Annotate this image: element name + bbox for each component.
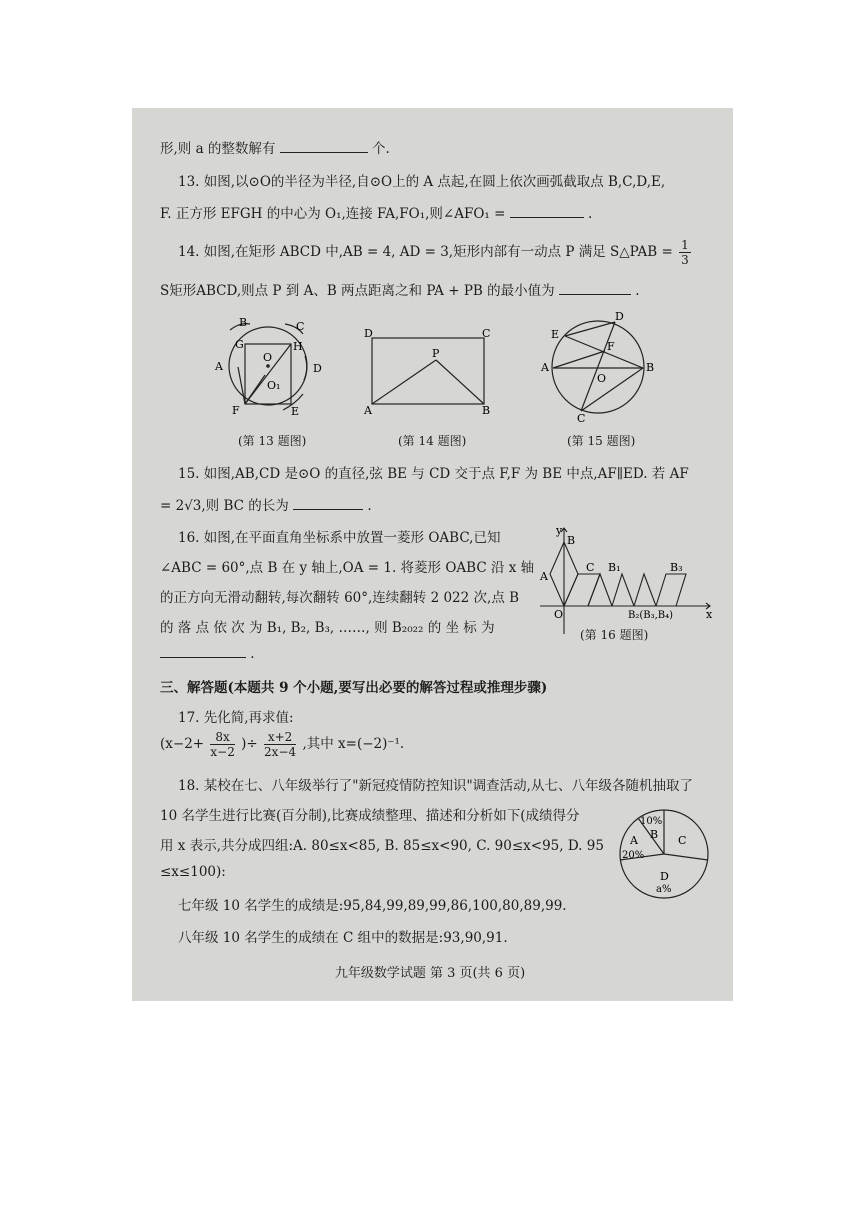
figure-13 bbox=[205, 312, 340, 424]
q14-text: 14. 如图,在矩形 ABCD 中,AB = 4, AD = 3,矩形内部有一动点 P 满足 S△PAB = bbox=[178, 244, 673, 260]
q13-blank bbox=[510, 217, 584, 218]
section-3-heading: 三、解答题(本题共 9 个小题,要写出必要的解答过程或推理步骤) bbox=[160, 680, 548, 696]
fig15-label-A: A bbox=[541, 361, 549, 374]
q18-line6: 八年级 10 名学生的成绩在 C 组中的数据是:93,90,91. bbox=[178, 930, 508, 946]
q14-frac-num: 1 bbox=[681, 238, 689, 252]
fig16-label-C: C bbox=[586, 561, 595, 574]
fig16-label-B3: B₃ bbox=[670, 561, 683, 574]
fig16-label-y: y bbox=[556, 524, 563, 537]
q18-line4: ≤x≤100): bbox=[160, 864, 226, 880]
q14-blank bbox=[559, 294, 631, 295]
q12-tail bbox=[160, 137, 390, 157]
q17-fraction-1 bbox=[210, 730, 234, 759]
pie-label-D-percent: a% bbox=[656, 884, 672, 895]
q17-part1: (x−2+ bbox=[160, 736, 205, 752]
q15-text: = 2√3,则 BC 的长为 bbox=[160, 498, 289, 514]
pie-label-A: A bbox=[630, 834, 638, 847]
fig13-label-O: O bbox=[263, 351, 273, 364]
q17-line1: 17. 先化简,再求值: bbox=[178, 710, 294, 726]
pie-label-B: B bbox=[650, 828, 659, 841]
q16-line5 bbox=[160, 646, 255, 662]
q14-text2: S矩形ABCD,则点 P 到 A、B 两点距离之和 PA + PB 的最小值为 bbox=[160, 283, 555, 299]
fig13-label-D: D bbox=[313, 362, 322, 375]
fig15-label-D: D bbox=[615, 310, 624, 323]
fig16-label-x: x bbox=[706, 608, 713, 621]
fig16-label-A: A bbox=[540, 570, 548, 583]
q16-end: . bbox=[250, 646, 255, 662]
q15-line2 bbox=[160, 494, 372, 514]
figure-15 bbox=[535, 306, 665, 424]
fig14-label-B: B bbox=[482, 404, 491, 417]
q15-blank bbox=[293, 509, 363, 510]
fig16-label-O: O bbox=[554, 608, 564, 621]
q16-line3: 的正方向无滑动翻转,每次翻转 60°,连续翻转 2 022 次,点 B bbox=[160, 590, 520, 606]
fig16-label-B2: B₂(B₃,B₄) bbox=[628, 610, 674, 621]
q17-part2: )÷ bbox=[241, 736, 258, 752]
q18-line1: 18. 某校在七、八年级举行了"新冠疫情防控知识"调查活动,从七、八年级各随机抽取了 bbox=[178, 778, 693, 794]
fig15-label-C: C bbox=[577, 412, 586, 424]
q14-end: . bbox=[635, 283, 640, 299]
q16-line2: ∠ABC = 60°,点 B 在 y 轴上,OA = 1. 将菱形 OABC 沿 x 轴 bbox=[160, 560, 535, 576]
fig13-label-B: B bbox=[239, 316, 248, 329]
q15-end: . bbox=[367, 498, 372, 514]
fig16-label-B1: B₁ bbox=[608, 561, 621, 574]
q14-line2 bbox=[160, 279, 640, 299]
page-footer: 九年级数学试题 第 3 页(共 6 页) bbox=[334, 966, 526, 981]
q16-blank bbox=[160, 657, 246, 658]
q12-end: 个. bbox=[372, 141, 390, 157]
fig13-label-A: A bbox=[215, 360, 223, 373]
pie-label-A-percent: 20% bbox=[622, 850, 645, 861]
fig13-label-H: H bbox=[293, 340, 303, 353]
fig14-label-P: P bbox=[432, 347, 440, 360]
q17-part3: ,其中 x=(−2)⁻¹. bbox=[302, 736, 405, 752]
fig14-rectangle bbox=[372, 338, 484, 404]
q13-line2 bbox=[160, 202, 592, 222]
q17-f1-num: 8x bbox=[210, 730, 234, 745]
q13-text: F. 正方形 EFGH 的中心为 O₁,连接 FA,FO₁,则∠AFO₁ = bbox=[160, 206, 506, 222]
pie-label-B-percent: 10% bbox=[640, 816, 663, 827]
q13-line1: 13. 如图,以⊙O的半径为半径,自⊙O上的 A 点起,在圆上依次画弧截取点 B,C,D,E, bbox=[178, 174, 666, 190]
fig13-label-F: F bbox=[232, 404, 240, 417]
fig13-label-G: G bbox=[235, 338, 244, 351]
q14-fraction bbox=[679, 238, 691, 267]
fig14-label-C: C bbox=[482, 327, 491, 340]
q14-line1 bbox=[178, 238, 693, 267]
figure-14 bbox=[360, 322, 500, 418]
q13-end: . bbox=[588, 206, 593, 222]
fig15-label-B: B bbox=[646, 361, 655, 374]
figure-16 bbox=[536, 522, 716, 642]
fig15-label-F: F bbox=[607, 340, 615, 353]
q16-line4: 的 落 点 依 次 为 B₁, B₂, B₃, ……, 则 B₂₀₂₂ 的 坐 标 为 bbox=[160, 620, 495, 636]
fig13-label-E: E bbox=[291, 405, 300, 418]
pie-label-D: D bbox=[660, 870, 669, 883]
pie-sector-boundary-4 bbox=[664, 854, 708, 860]
fig14-label-D: D bbox=[364, 327, 373, 340]
q17-f1-den: x−2 bbox=[210, 745, 235, 759]
q18-line2: 10 名学生进行比赛(百分制),比赛成绩整理、描述和分析如下(成绩得分 bbox=[160, 808, 580, 824]
q18-line3: 用 x 表示,共分成四组:A. 80≤x<85, B. 85≤x<90, C. 90≤x<95, D. 95 bbox=[160, 838, 604, 854]
q12-text: 形,则 a 的整数解有 bbox=[160, 141, 276, 157]
q14-frac-den: 3 bbox=[681, 253, 689, 267]
q15-line1: 15. 如图,AB,CD 是⊙O 的直径,弦 BE 与 CD 交于点 F,F 为 BE 中点,AF∥ED. 若 AF bbox=[178, 466, 689, 482]
q17-f2-den: 2x−4 bbox=[264, 745, 297, 759]
caption-14: (第 14 题图) bbox=[398, 434, 467, 448]
q18-line5: 七年级 10 名学生的成绩是:95,84,99,89,99,86,100,80,89,99. bbox=[178, 898, 567, 914]
q17-expression bbox=[160, 730, 404, 759]
fig15-label-O: O bbox=[597, 372, 607, 385]
pie-chart bbox=[612, 808, 716, 900]
caption-13: (第 13 题图) bbox=[238, 434, 307, 448]
fig14-label-A: A bbox=[364, 404, 372, 417]
caption-15: (第 15 题图) bbox=[567, 434, 636, 448]
caption-16: (第 16 题图) bbox=[580, 628, 649, 642]
fig15-label-E: E bbox=[551, 328, 560, 341]
pie-label-C: C bbox=[678, 834, 687, 847]
q12-blank bbox=[280, 152, 368, 153]
fig13-label-O1: O₁ bbox=[267, 379, 281, 392]
q17-f2-num: x+2 bbox=[264, 730, 296, 745]
q16-line1: 16. 如图,在平面直角坐标系中放置一菱形 OABC,已知 bbox=[178, 530, 501, 546]
fig16-label-B: B bbox=[567, 534, 576, 547]
fig13-label-C: C bbox=[296, 320, 305, 333]
q17-fraction-2 bbox=[264, 730, 296, 759]
